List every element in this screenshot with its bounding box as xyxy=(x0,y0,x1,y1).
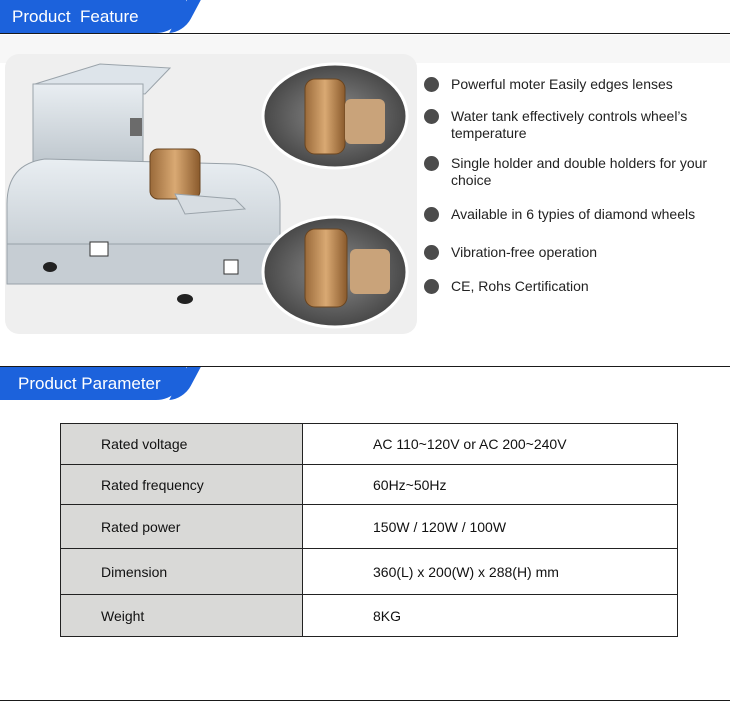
feature-text: Single holder and double holders for your choice xyxy=(451,155,708,188)
table-row xyxy=(61,595,678,637)
footer-rule xyxy=(0,700,730,701)
feature-text: Powerful moter Easily edges lenses xyxy=(451,76,673,92)
feature-item xyxy=(424,206,724,223)
parameter-table xyxy=(60,423,678,637)
feature-section-tab xyxy=(0,0,186,33)
bullet-icon xyxy=(424,279,439,294)
table-row xyxy=(61,549,678,595)
bullet-icon xyxy=(424,77,439,92)
param-value: 150W / 120W / 100W xyxy=(303,505,678,549)
feature-header-rule xyxy=(0,33,730,34)
feature-item xyxy=(424,76,724,93)
edger-machine-illustration xyxy=(5,54,417,334)
table-row xyxy=(61,505,678,549)
param-label: Rated frequency xyxy=(61,465,303,505)
feature-item xyxy=(424,244,724,261)
feature-item xyxy=(424,108,724,142)
table-row xyxy=(61,465,678,505)
param-label: Rated voltage xyxy=(61,424,303,465)
product-image xyxy=(5,54,417,334)
table-row xyxy=(61,424,678,465)
param-value: 360(L) x 200(W) x 288(H) mm xyxy=(303,549,678,595)
bullet-icon xyxy=(424,109,439,124)
feature-text: Available in 6 typies of diamond wheels xyxy=(451,206,696,222)
param-label: Rated power xyxy=(61,505,303,549)
feature-item xyxy=(424,278,724,295)
parameter-section-title: Product Parameter xyxy=(18,374,161,393)
feature-text: Vibration-free operation xyxy=(451,244,598,260)
parameter-section-tab xyxy=(0,367,186,400)
bullet-icon xyxy=(424,207,439,222)
param-label: Dimension xyxy=(61,549,303,595)
bullet-icon xyxy=(424,156,439,171)
param-label: Weight xyxy=(61,595,303,637)
bullet-icon xyxy=(424,245,439,260)
param-value: AC 110~120V or AC 200~240V xyxy=(303,424,678,465)
feature-text: CE, Rohs Certification xyxy=(451,278,589,294)
param-value: 8KG xyxy=(303,595,678,637)
param-value: 60Hz~50Hz xyxy=(303,465,678,505)
feature-text: Water tank effectively controls wheel’s temperature xyxy=(451,108,688,141)
feature-section-title: Product Feature xyxy=(12,7,139,26)
feature-item xyxy=(424,155,724,189)
